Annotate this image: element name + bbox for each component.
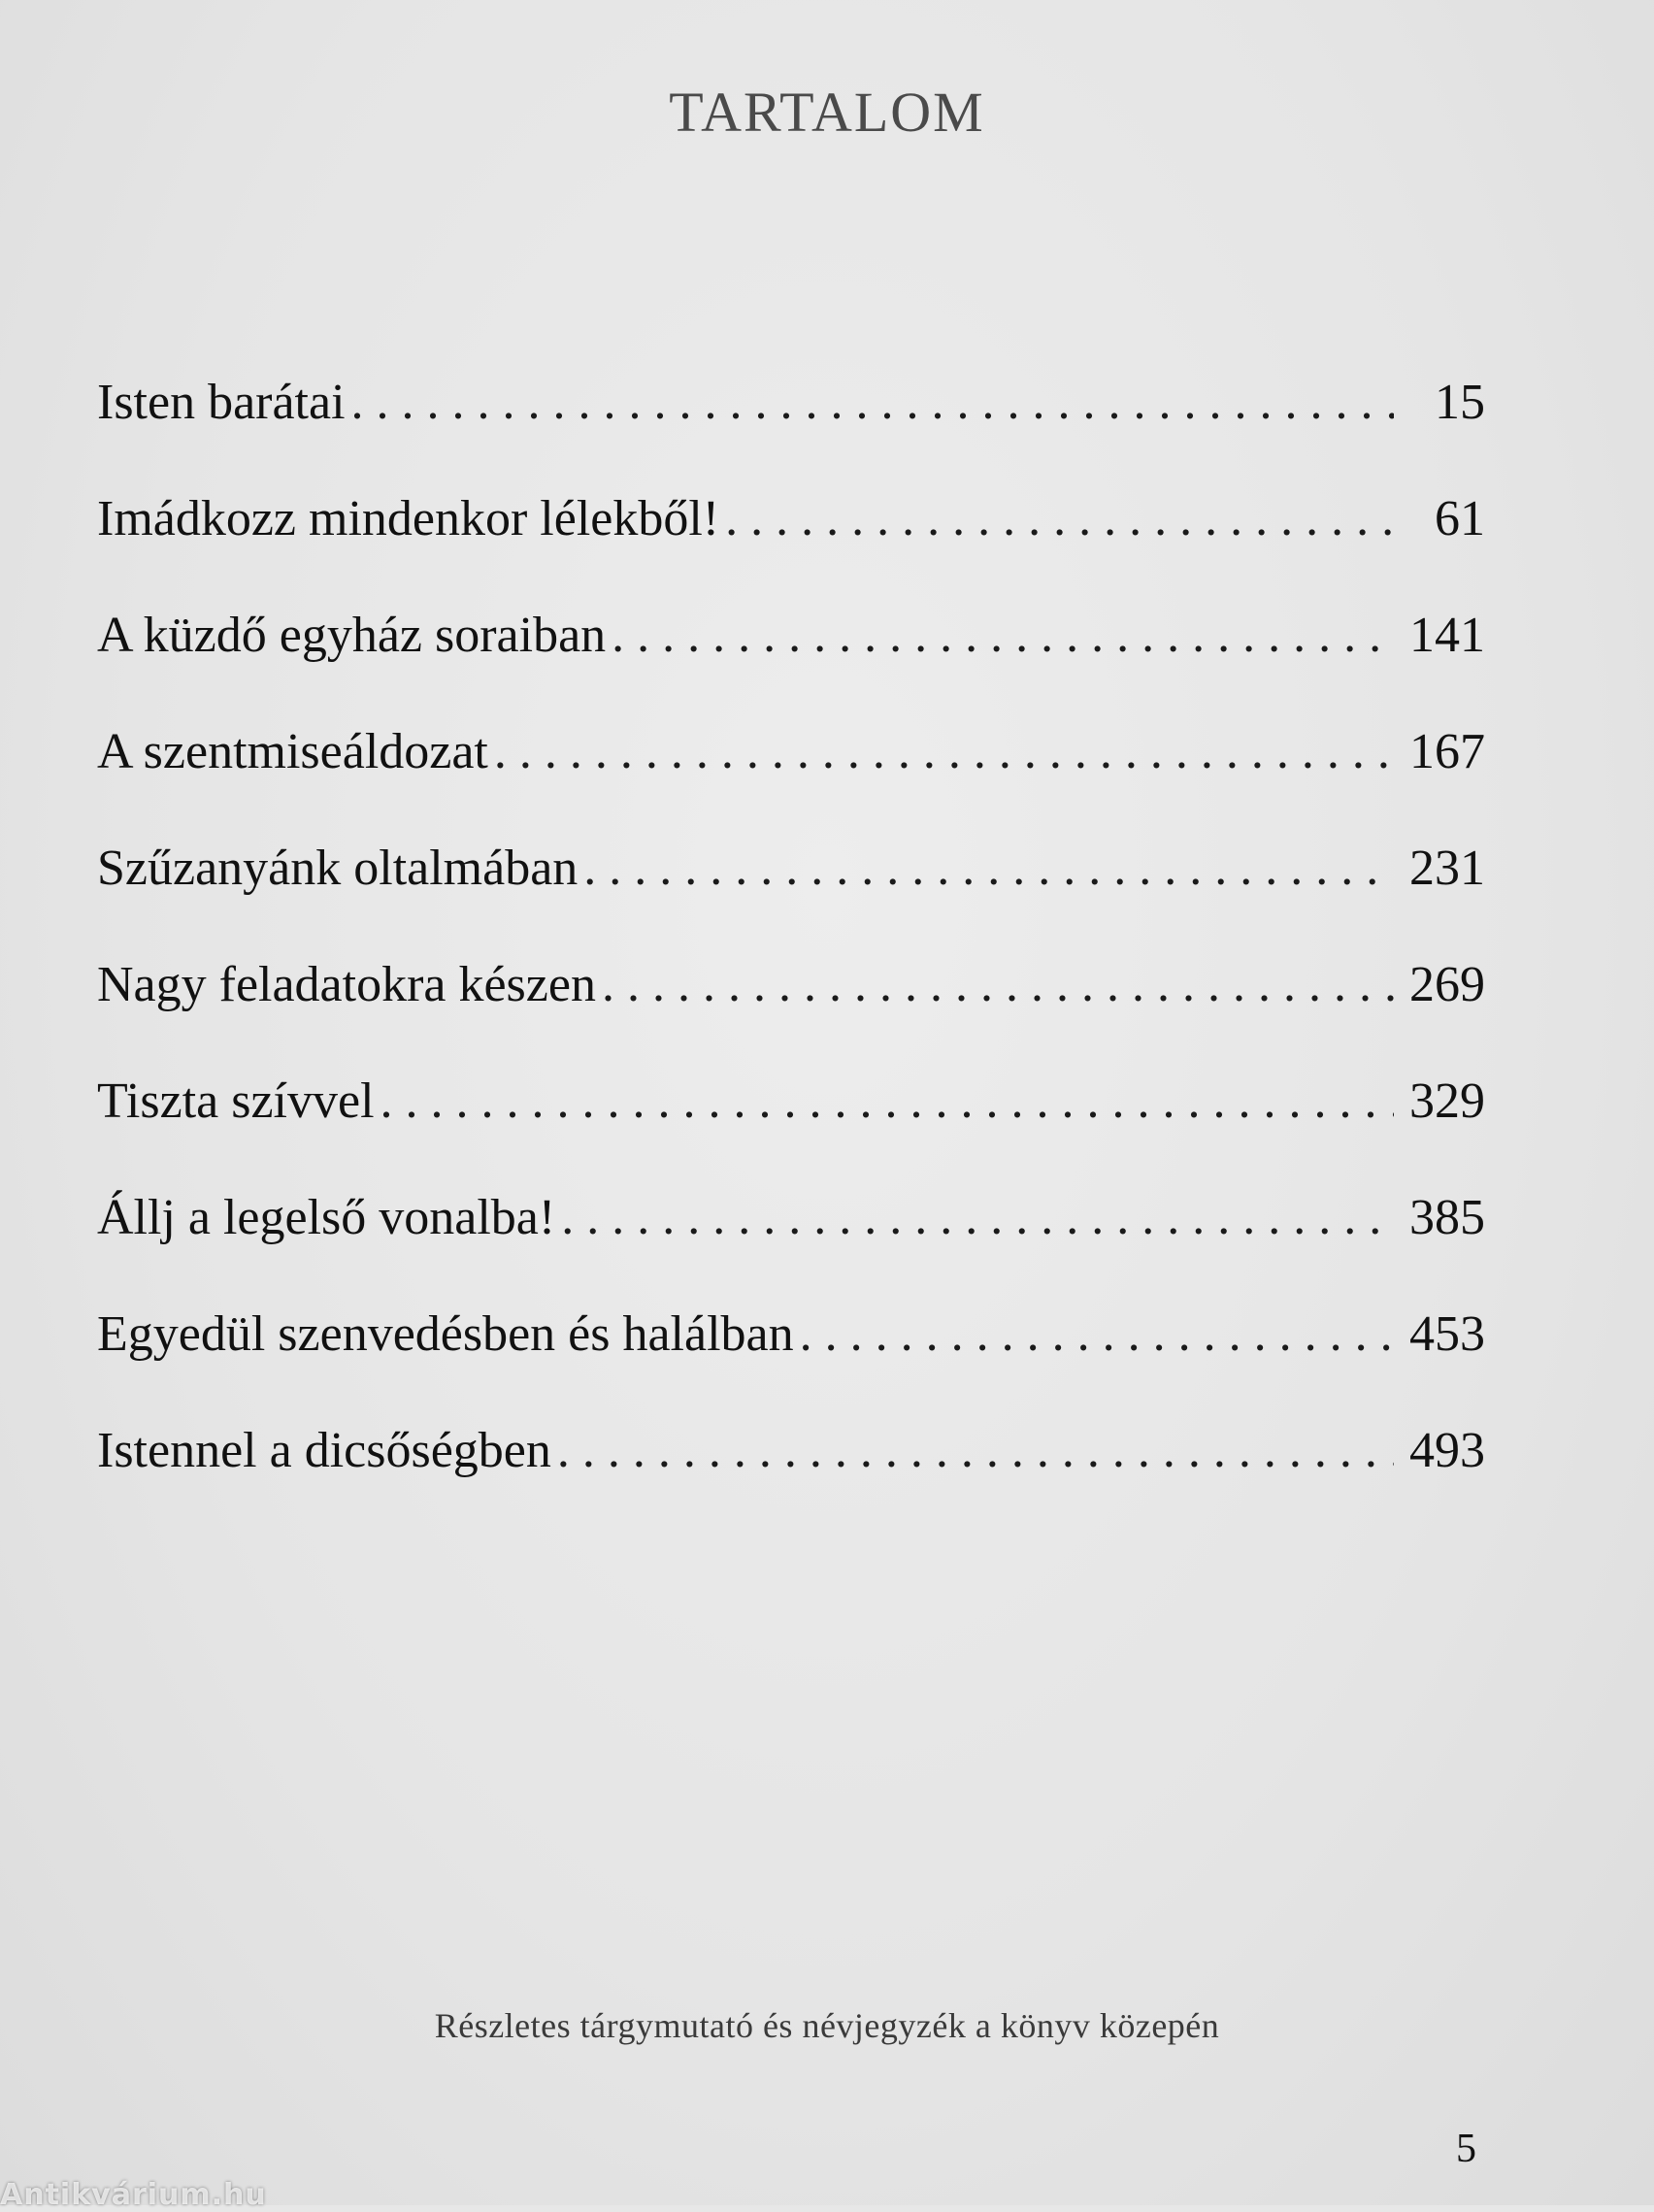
toc-entry bbox=[97, 1073, 1485, 1189]
toc-entry-page: 231 bbox=[1409, 841, 1485, 896]
toc-entry-page: 15 bbox=[1435, 375, 1485, 430]
page-title: TARTALOM bbox=[669, 81, 985, 144]
toc-dot-leader bbox=[725, 490, 1394, 547]
index-note: Részletes tárgymutató és névjegyzék a könyv közepén bbox=[434, 2006, 1220, 2045]
toc-entry bbox=[97, 490, 1485, 607]
toc-entry-label: Isten barátai bbox=[97, 375, 346, 430]
toc-dot-leader bbox=[800, 1305, 1394, 1363]
toc-entry-label: Egyedül szenvedésben és halálban bbox=[97, 1306, 794, 1362]
toc-entry-label: Szűzanyánk oltalmában bbox=[97, 841, 579, 896]
watermark: Antikvárium.hu bbox=[0, 2178, 267, 2212]
toc-entry bbox=[97, 723, 1485, 840]
toc-entry-page: 385 bbox=[1409, 1190, 1485, 1245]
toc-entry-label: A szentmiseáldozat bbox=[97, 724, 488, 779]
toc-entry bbox=[97, 956, 1485, 1073]
toc-entry bbox=[97, 374, 1485, 490]
toc-entry-label: Tiszta szívvel bbox=[97, 1073, 375, 1129]
toc-entry bbox=[97, 1305, 1485, 1422]
toc-entry bbox=[97, 840, 1485, 956]
toc-entry-page: 167 bbox=[1409, 724, 1485, 779]
toc-entry-page: 61 bbox=[1435, 491, 1485, 546]
toc-dot-leader bbox=[351, 374, 1394, 431]
toc-entry-label: Nagy feladatokra készen bbox=[97, 957, 596, 1012]
toc-entry bbox=[97, 607, 1485, 723]
toc-dot-leader bbox=[602, 956, 1394, 1013]
toc-entry-page: 141 bbox=[1409, 608, 1485, 663]
toc-entry-page: 493 bbox=[1409, 1423, 1485, 1478]
toc-dot-leader bbox=[494, 723, 1394, 780]
page-number: 5 bbox=[1456, 2127, 1476, 2171]
toc-dot-leader bbox=[557, 1422, 1394, 1479]
toc-entry-page: 329 bbox=[1409, 1073, 1485, 1129]
toc-entry-label: Állj a legelső vonalba! bbox=[97, 1190, 556, 1245]
toc-entry-page: 453 bbox=[1409, 1306, 1485, 1362]
table-of-contents bbox=[97, 374, 1485, 1538]
toc-dot-leader bbox=[612, 607, 1394, 664]
toc-dot-leader bbox=[561, 1189, 1394, 1246]
toc-entry-label: Istennel a dicsőségben bbox=[97, 1423, 551, 1478]
toc-dot-leader bbox=[380, 1073, 1394, 1130]
toc-entry-label: Imádkozz mindenkor lélekből! bbox=[97, 491, 720, 546]
toc-entry bbox=[97, 1189, 1485, 1305]
toc-entry-label: A küzdő egyház soraiban bbox=[97, 608, 607, 663]
toc-dot-leader bbox=[583, 840, 1394, 897]
toc-entry-page: 269 bbox=[1409, 957, 1485, 1012]
toc-entry bbox=[97, 1422, 1485, 1538]
